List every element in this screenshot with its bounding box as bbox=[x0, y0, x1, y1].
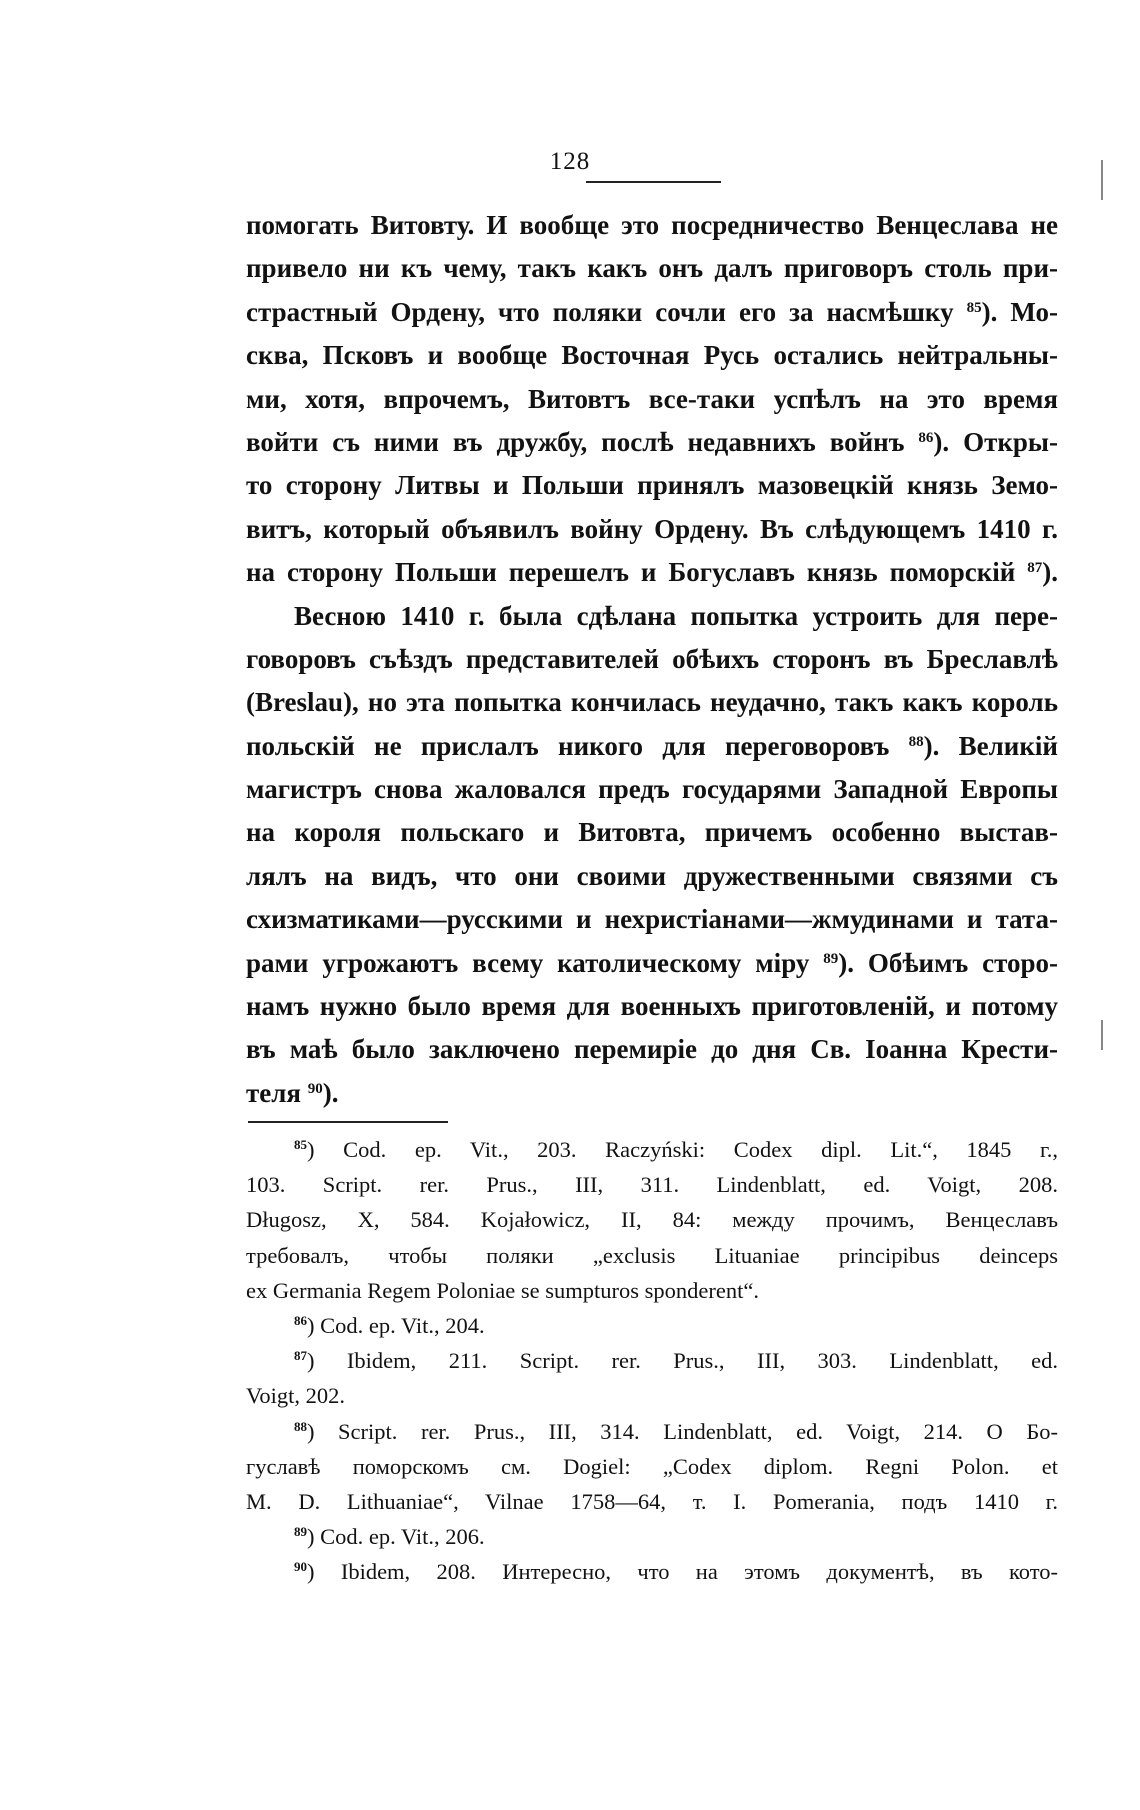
footnote-rule bbox=[248, 1121, 448, 1123]
footnote-number: 90 bbox=[294, 1559, 307, 1575]
body-line bbox=[246, 855, 1058, 898]
body-line bbox=[246, 681, 1058, 724]
footnote-line bbox=[246, 1202, 1058, 1237]
body-line bbox=[246, 725, 1058, 768]
footnote-text: ex Germania Regem Poloniae se sumpturos sponderent“. bbox=[246, 1277, 759, 1303]
footnote-number: 86 bbox=[294, 1312, 307, 1328]
margin-mark bbox=[1101, 160, 1103, 200]
footnote-text: Voigt, 202. bbox=[246, 1383, 345, 1409]
body-line-text: сква, Псковъ и вообще Восточная Русь остались нейтральны- bbox=[246, 340, 1058, 371]
body-line-text: витъ, который объявилъ войну Ордену. Въ слѣдующемъ 1410 г. bbox=[246, 513, 1058, 544]
body-line-text: рами угрожаютъ всему католическому міру bbox=[246, 947, 824, 978]
body-line bbox=[246, 247, 1058, 290]
body-line bbox=[246, 898, 1058, 941]
body-line-tail: ). Обѣимъ сторо- bbox=[838, 947, 1058, 978]
page-number: 128 bbox=[549, 148, 591, 175]
body-line bbox=[246, 378, 1058, 421]
body-line-text: помогать Витовту. И вообще это посредничество Венцеслава не bbox=[246, 210, 1058, 240]
footnote-line bbox=[246, 1167, 1058, 1202]
body-line bbox=[246, 464, 1058, 507]
body-line bbox=[246, 334, 1058, 377]
body-line bbox=[246, 942, 1058, 985]
footnote-line bbox=[246, 1308, 1058, 1343]
footnote-number: 89 bbox=[294, 1524, 307, 1540]
body-line-text: привело ни къ чему, такъ какъ онъ далъ приговоръ столь при- bbox=[246, 253, 1058, 284]
footnote-line bbox=[246, 1378, 1058, 1413]
footnote-line bbox=[246, 1273, 1058, 1308]
body-line bbox=[246, 595, 1058, 638]
footnote-line bbox=[246, 1484, 1058, 1519]
footnote-text: ) Script. rer. Prus., III, 314. Lindenblatt, ed. Voigt, 214. O Бо- bbox=[307, 1418, 1058, 1444]
footnote-reference[interactable]: 89 bbox=[823, 950, 839, 967]
footnotes bbox=[246, 1132, 1058, 1589]
margin-mark bbox=[1101, 1020, 1103, 1050]
footnote-text: Długosz, X, 584. Kojałowicz, II, 84: между прочимъ, Венцеславъ bbox=[246, 1207, 1058, 1233]
body-line-text: магистръ снова жаловался предъ государями Западной Европы bbox=[246, 774, 1058, 805]
footnote-reference[interactable]: 88 bbox=[908, 733, 924, 750]
footnote-reference[interactable]: 90 bbox=[307, 1080, 323, 1097]
body-line-text: Весною 1410 г. была сдѣлана попытка устроить для пере- bbox=[294, 600, 1058, 631]
body-line bbox=[246, 508, 1058, 551]
body-line-text: войти съ ними въ дружбу, послѣ недавнихъ войнъ bbox=[246, 426, 919, 457]
footnote-line bbox=[246, 1238, 1058, 1273]
body-line-text: намъ нужно было время для военныхъ приготовленій, и потому bbox=[246, 991, 1058, 1022]
footnote-text: ) Ibidem, 208. Интересно, что на этомъ документѣ, въ кото- bbox=[307, 1559, 1058, 1585]
body-line-text: на короля польскаго и Витовта, причемъ особенно выстав- bbox=[246, 817, 1058, 848]
body-line-text: схизматиками—русскими и нехристіанами—жмудинами и тата- bbox=[246, 904, 1058, 935]
body-line-text: страстный Ордену, что поляки сочли его за насмѣшку bbox=[246, 296, 967, 327]
body-line-text: ми, хотя, впрочемъ, Витовтъ все-таки успѣлъ на это время bbox=[246, 383, 1058, 414]
body-line-tail: ). Великій bbox=[923, 730, 1058, 761]
footnote-number: 85 bbox=[294, 1137, 307, 1152]
body-line-text: польскій не прислалъ никого для переговоровъ bbox=[246, 730, 909, 761]
footnote-line bbox=[246, 1449, 1058, 1484]
body-line bbox=[246, 204, 1058, 247]
footnote-reference[interactable]: 86 bbox=[918, 429, 934, 446]
body-line bbox=[246, 638, 1058, 681]
header-rule bbox=[586, 181, 721, 183]
body-line-text: говоровъ съѣздъ представителей обѣихъ сторонъ въ Бреславлѣ bbox=[246, 643, 1058, 674]
footnote-reference[interactable]: 85 bbox=[966, 299, 982, 316]
body-line bbox=[246, 291, 1058, 334]
body-line bbox=[246, 1028, 1058, 1071]
footnote-text: M. D. Lithuaniae“, Vilnae 1758—64, т. I. Pomerania, подъ 1410 г. bbox=[246, 1488, 1058, 1514]
footnote-text: ) Cod. ep. Vit., 204. bbox=[307, 1312, 485, 1338]
body-line bbox=[246, 551, 1058, 594]
body-line-text: (Breslau), но эта попытка кончилась неудачно, такъ какъ король bbox=[246, 687, 1058, 718]
body-line-tail: ). Мо- bbox=[981, 296, 1058, 327]
body-line bbox=[246, 1072, 1058, 1115]
body-line-tail: ). bbox=[1042, 557, 1058, 588]
body-line-text: на сторону Польши перешелъ и Богуславъ князь поморскій bbox=[246, 557, 1028, 588]
footnote-text: ) Cod. ep. Vit., 206. bbox=[307, 1524, 485, 1550]
footnote-text: 103. Script. rer. Prus., III, 311. Lindenblatt, ed. Voigt, 208. bbox=[246, 1172, 1058, 1198]
footnote-text: ) Ibidem, 211. Script. rer. Prus., III, 303. Lindenblatt, ed. bbox=[307, 1348, 1058, 1374]
footnote-line bbox=[246, 1414, 1058, 1449]
footnote-number: 88 bbox=[294, 1418, 307, 1434]
body-line bbox=[246, 985, 1058, 1028]
footnote-line bbox=[246, 1554, 1058, 1589]
body-line-text: теля bbox=[246, 1077, 308, 1108]
body-text bbox=[246, 204, 1058, 1115]
body-line-tail: ). Откры- bbox=[933, 426, 1058, 457]
body-line-text: лялъ на видъ, что они своими дружественными связями съ bbox=[246, 860, 1058, 891]
footnote-line bbox=[246, 1519, 1058, 1554]
footnote-text: гуславѣ поморскомъ см. Dogiel: „Codex diplom. Regni Polon. et bbox=[246, 1453, 1058, 1479]
body-line-tail: ). bbox=[322, 1077, 339, 1108]
body-line-text: то сторону Литвы и Польши принялъ мазовецкій князь Земо- bbox=[246, 470, 1058, 501]
footnote-number: 87 bbox=[294, 1348, 307, 1364]
footnote-reference[interactable]: 87 bbox=[1027, 560, 1043, 577]
footnote-line bbox=[246, 1343, 1058, 1378]
footnote-text: требовалъ, чтобы поляки „exclusis Lituaniae principibus deinceps bbox=[246, 1242, 1058, 1268]
body-line bbox=[246, 421, 1058, 464]
body-line bbox=[246, 811, 1058, 854]
body-line bbox=[246, 768, 1058, 811]
footnote-line bbox=[246, 1132, 1058, 1167]
body-line-text: въ маѣ было заключено перемиріе до дня Св. Іоанна Крести- bbox=[246, 1034, 1058, 1065]
footnote-text: ) Cod. ep. Vit., 203. Raczyński: Codex dipl. Lit.“, 1845 г., bbox=[307, 1137, 1058, 1162]
